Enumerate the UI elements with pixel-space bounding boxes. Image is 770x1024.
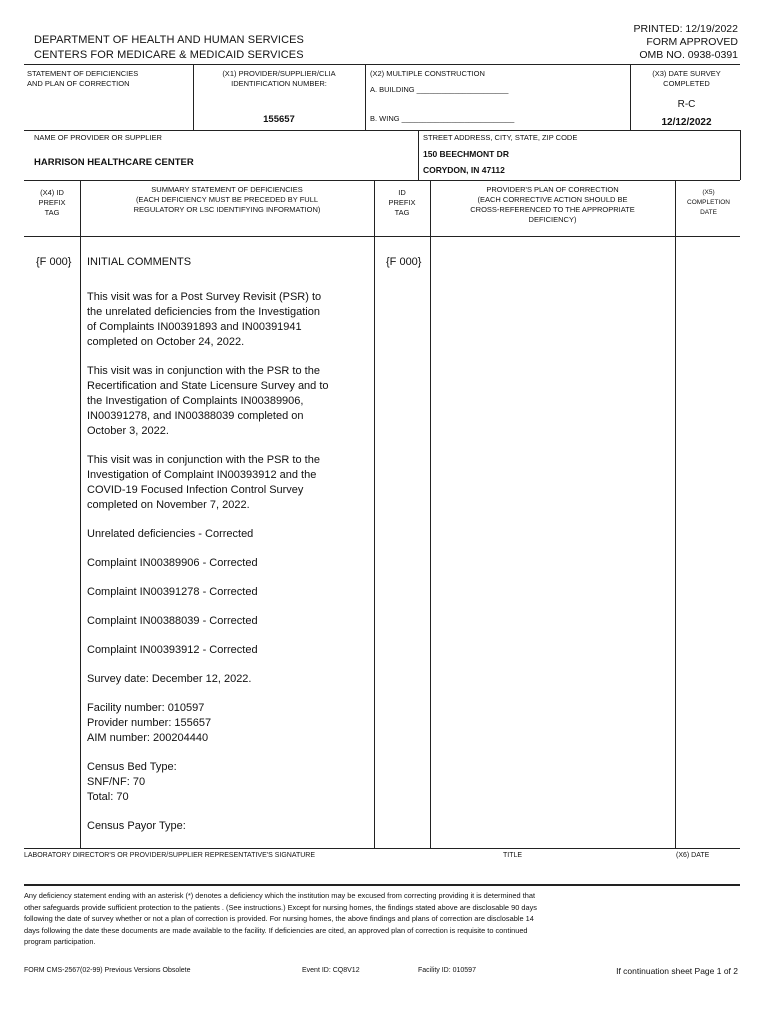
event-id: Event ID: CQ8V12: [302, 967, 360, 974]
comment-paragraph: Survey date: December 12, 2022.: [87, 673, 252, 685]
comment-paragraph: This visit was in conjunction with the PSR to the Recertification and State Licensure Survey and to the Investigation of Complaints IN00389906, IN00391278, and IN00388039 completed on October 3, 2022.: [87, 365, 329, 437]
omb-number: OMB NO. 0938-0391: [639, 49, 738, 61]
x2-label: (X2) MULTIPLE CONSTRUCTION: [370, 69, 485, 78]
title-label: TITLE: [503, 852, 523, 859]
comment-paragraph: Census Bed Type: SNF/NF: 70 Total: 70: [87, 761, 177, 803]
continuation-page: If continuation sheet Page 1 of 2: [616, 966, 738, 976]
statement-label: STATEMENT OF DEFICIENCIES: [27, 69, 139, 78]
x5-label: (X5): [702, 189, 715, 196]
x3-label: (X3) DATE SURVEY: [652, 69, 721, 78]
plan-note-3: DEFICIENCY): [528, 215, 577, 224]
printed-date: PRINTED: 12/19/2022: [633, 23, 738, 35]
summary-note-2: REGULATORY OR LSC IDENTIFYING INFORMATION): [133, 205, 321, 214]
initial-comments-heading: INITIAL COMMENTS: [87, 256, 192, 268]
address-street: 150 BEECHMONT DR: [423, 149, 509, 159]
plan-note-2: CROSS-REFERENCED TO THE APPROPRIATE: [470, 205, 635, 214]
department-name: DEPARTMENT OF HEALTH AND HUMAN SERVICES: [34, 34, 304, 46]
wing-field: B. WING ___________________________: [370, 114, 515, 123]
disclaimer-text: Any deficiency statement ending with an asterisk (*) denotes a deficiency which the institution may be excused from correcting providing it is determined that other safeguards provide sufficient protection to the patients . (See instructions.) Except for nursing homes, the findings stated above are disclosable 90 days following the date of survey whether or not a plan of correction is provided. For nursing homes, the above findings and plans of correction are disclosable 14 days following the date these documents are made available to the facility. If deficiencies are cited, an approved plan of correction is requisite to continued program participation.: [24, 891, 537, 946]
id-prefix-label: PREFIX: [388, 198, 416, 207]
agency-name: CENTERS FOR MEDICARE & MEDICAID SERVICES: [34, 49, 304, 61]
x4-tag-label: TAG: [44, 208, 60, 217]
id-label: ID: [398, 188, 406, 197]
survey-date: 12/12/2022: [661, 117, 712, 128]
x5-date-label: DATE: [700, 209, 717, 216]
summary-note-1: (EACH DEFICIENCY MUST BE PRECEDED BY FULL: [135, 195, 319, 204]
comments-body: [87, 290, 372, 848]
summary-heading: SUMMARY STATEMENT OF DEFICIENCIES: [151, 185, 303, 194]
x1-label: (X1) PROVIDER/SUPPLIER/CLIA: [222, 69, 336, 78]
form-approved: FORM APPROVED: [646, 36, 738, 48]
provider-number: 155657: [263, 114, 295, 125]
facility-id: Facility ID: 010597: [418, 967, 476, 974]
x1-label-2: IDENTIFICATION NUMBER:: [231, 79, 327, 88]
provider-name-label: NAME OF PROVIDER OR SUPPLIER: [34, 133, 162, 142]
comment-paragraph: Complaint IN00391278 - Corrected: [87, 586, 258, 598]
building-field: A. BUILDING ______________________: [370, 85, 509, 94]
signature-date-label: (X6) DATE: [676, 852, 710, 859]
x3-label-2: COMPLETED: [663, 79, 710, 88]
x4-prefix-label: PREFIX: [38, 198, 66, 207]
comment-paragraph: Census Payor Type:: [87, 820, 186, 832]
tag-left: {F 000}: [36, 256, 72, 268]
id-tag-label: TAG: [394, 208, 410, 217]
x4-id-label: (X4) ID: [40, 188, 64, 197]
comment-paragraph: Complaint IN00393912 - Corrected: [87, 644, 258, 656]
comment-paragraph: Unrelated deficiencies - Corrected: [87, 528, 254, 540]
form-number: FORM CMS-2567(02-99) Previous Versions Obsolete: [24, 967, 191, 974]
provider-name: HARRISON HEALTHCARE CENTER: [34, 157, 194, 168]
plan-note-1: (EACH CORRECTIVE ACTION SHOULD BE: [477, 195, 628, 204]
address-city: CORYDON, IN 47112: [423, 165, 505, 175]
tag-right: {F 000}: [386, 256, 422, 268]
signature-label: LABORATORY DIRECTOR'S OR PROVIDER/SUPPLIER REPRESENTATIVE'S SIGNATURE: [24, 852, 316, 859]
comment-paragraph: Facility number: 010597 Provider number: 155657 AIM number: 200204440: [87, 702, 212, 744]
comment-paragraph: This visit was for a Post Survey Revisit (PSR) to the unrelated deficiencies from the Investigation of Complaints IN00391893 and IN00391941 completed on October 24, 2022.: [87, 291, 322, 348]
comment-paragraph: This visit was in conjunction with the PSR to the Investigation of Complaint IN00393912 and the COVID-19 Focused Infection Control Survey completed on November 7, 2022.: [87, 454, 320, 511]
statement-label-2: AND PLAN OF CORRECTION: [27, 79, 130, 88]
comment-paragraph: Complaint IN00388039 - Corrected: [87, 615, 258, 627]
survey-type: R-C: [677, 99, 696, 110]
comment-paragraph: Complaint IN00389906 - Corrected: [87, 557, 258, 569]
x5-completion-label: COMPLETION: [687, 199, 730, 206]
address-label: STREET ADDRESS, CITY, STATE, ZIP CODE: [423, 133, 578, 142]
plan-heading: PROVIDER'S PLAN OF CORRECTION: [486, 185, 619, 194]
